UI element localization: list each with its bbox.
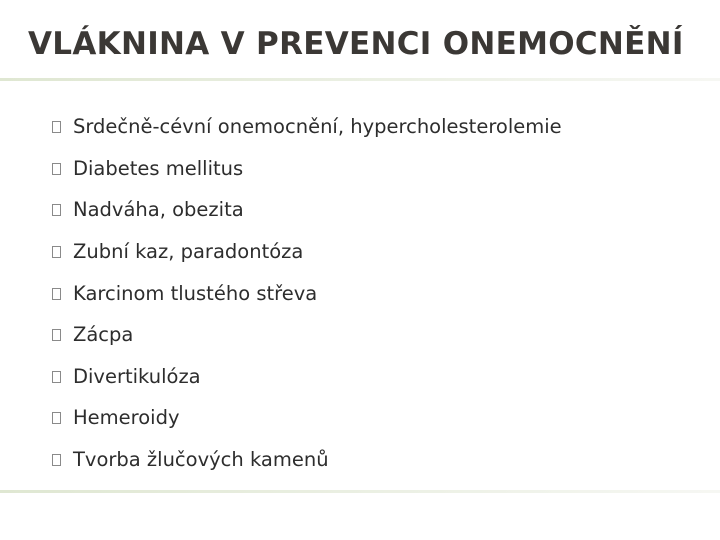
- list-item: [52, 189, 562, 231]
- list-item: [52, 106, 562, 148]
- list-item: [52, 272, 562, 314]
- list-item: [52, 356, 562, 398]
- bullet-square-icon: [52, 371, 61, 383]
- list-item-text: Nadváha, obezita: [73, 198, 244, 222]
- list-item: [52, 148, 562, 190]
- bullet-square-icon: [52, 163, 61, 175]
- bullet-list: [52, 106, 562, 480]
- list-item-text: Diabetes mellitus: [73, 156, 244, 180]
- list-item: [52, 314, 562, 356]
- title-divider: [0, 78, 720, 81]
- bullet-square-icon: [52, 288, 61, 300]
- list-item-text: Zácpa: [73, 323, 134, 347]
- list-item: [52, 439, 562, 481]
- list-item-text: Zubní kaz, paradontóza: [73, 240, 304, 264]
- slide-title: VLÁKNINA V PREVENCI ONEMOCNĚNÍ: [28, 26, 684, 62]
- list-item: [52, 231, 562, 273]
- list-item-text: Hemeroidy: [73, 406, 180, 430]
- list-item-text: Srdečně-cévní onemocnění, hypercholesterolemie: [73, 115, 562, 139]
- bullet-square-icon: [52, 454, 61, 466]
- list-item-text: Divertikulóza: [73, 364, 201, 388]
- bullet-square-icon: [52, 329, 61, 341]
- list-item-text: Karcinom tlustého střeva: [73, 281, 318, 305]
- footer-divider: [0, 490, 720, 493]
- list-item: [52, 397, 562, 439]
- bullet-square-icon: [52, 246, 61, 258]
- bullet-square-icon: [52, 121, 61, 133]
- bullet-square-icon: [52, 412, 61, 424]
- bullet-square-icon: [52, 204, 61, 216]
- list-item-text: Tvorba žlučových kamenů: [73, 448, 329, 472]
